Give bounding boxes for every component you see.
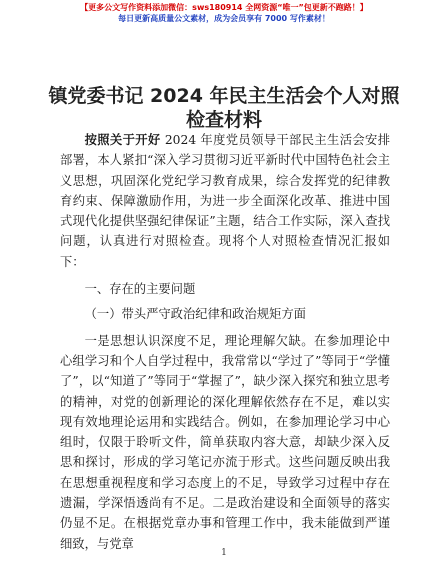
promo-banner — [0, 2, 448, 24]
section-heading: 一、存在的主要问题 — [84, 282, 196, 297]
page-number: 1 — [221, 548, 227, 558]
promo-banner-line-2: 每日更新高质量公文素材，成为会员享有 7000 写作素材！ — [118, 14, 330, 23]
intro-lead: 按照关于开好 — [84, 132, 161, 147]
intro-text: 2024 年度党员领导干部民主生活会安排部署，本人紧扣“深入学习贯彻习近平新时代中国特色社会主义思想，巩固深化党纪学习教育成果，综合发挥党的纪律教育约束、保障激励作用，为进一步全面深化改革、推进中国式现代化提供坚强纪律保证”主题，结合工作实际，深入查找问题，认真进行对照检查。现将个人对照检查情况汇报如下： — [60, 133, 390, 269]
body-paragraph: 一是思想认识深度不足，理论理解欠缺。在参加理论中心组学习和个人自学过程中，我常常以“学过了”等同于“学懂了”，以“知道了”等同于“掌握了”，缺少深入探究和独立思考的精神，对党的创新理论的深化理解依然存在不足，难以实现有效地理论运用和实践结合。例如，在参加理论学习中心组时，仅限于聆听文件，简单获取内容大意，却缺少深入反思和探讨，形成的学习笔记亦流于形式。这些问题反映出我在思想重视程度和学习态度上的不足，导致学习过程中存在遗漏，学深悟透尚有不足。二是政治建设和全面领导的落实仍显不足。在根据党章办事和管理工作中，我未能做到严谨细致，与党章 — [60, 333, 390, 551]
subsection-heading: （一）带头严守政治纪律和政治规矩方面 — [84, 307, 306, 322]
intro-paragraph — [60, 130, 390, 272]
document-body — [60, 130, 390, 554]
promo-banner-line-1: 【更多公文写作资料添加微信：sws180914 全网资源“唯一”包更新不跑路！】 — [80, 3, 368, 12]
document-title: 镇党委书记 2024 年民主生活会个人对照检查材料 — [48, 85, 400, 131]
